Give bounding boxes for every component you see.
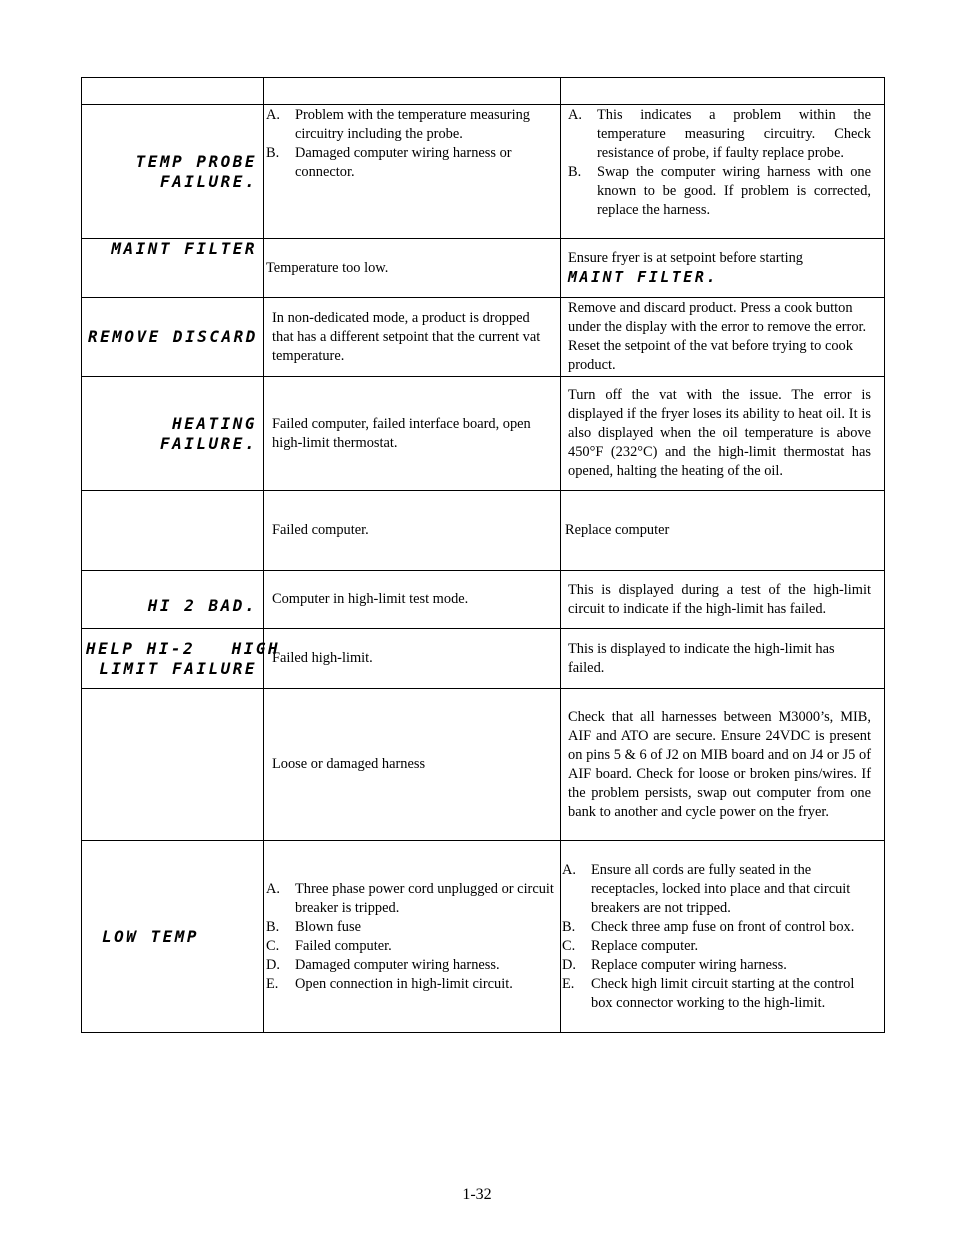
corrective-action-cell [561, 841, 885, 1033]
display-message-line: HI 2 BAD. [147, 595, 257, 615]
list-item: A. Problem with the temperature measuring circuitry including the probe. [266, 107, 530, 142]
list-item: A. Ensure all cords are fully seated in the receptacles, locked into place and that circuit breakers are not tripped. [562, 861, 851, 916]
probable-cause-cell: Failed computer, failed interface board, open high-limit thermostat. [264, 377, 561, 491]
list-item: A. Three phase power cord unplugged or circuit breaker is tripped. [266, 880, 554, 916]
probable-cause-cell: Computer in high-limit test mode. [264, 571, 561, 629]
list-item: C. Replace computer. [562, 937, 699, 954]
corrective-action-cell: Remove and discard product. Press a cook button under the display with the error to remove the error. Reset the setpoint of the vat before trying to cook product. [561, 298, 885, 377]
table-header-row [82, 78, 885, 105]
list-item: E. Open connection in high-limit circuit. [266, 975, 513, 992]
table-row [82, 239, 885, 298]
list-item: B. Check three amp fuse on front of control box. [562, 918, 855, 935]
table-row [82, 298, 885, 377]
display-code: MAINT FILTER. [568, 268, 718, 286]
table-row [82, 841, 885, 1033]
probable-cause-cell: Loose or damaged harness [264, 689, 561, 841]
probable-cause-cell: In non-dedicated mode, a product is dropped that has a different setpoint that the current vat temperature. [264, 298, 561, 377]
display-message-cell [82, 689, 264, 841]
corrective-action-cell: Check that all harnesses between M3000’s, MIB, AIF and ATO are secure. Ensure 24VDC is present on pins 5 & 6 of J2 on MIB board and on J4 or J5 of AIF board. Check for loose or broken pins/wires. If the problem persists, swap out computer from one bank to another and cycle power on the fryer. [561, 689, 885, 841]
list-item: A. This indicates a problem within the temperature measuring circuitry. Check resistance of probe, if faulty replace probe. [568, 107, 871, 161]
display-message-line: MAINT FILTER [111, 239, 257, 258]
header-cell-correction [561, 78, 885, 105]
display-message-line: HEATING [172, 413, 257, 433]
probable-cause-cell: Failed high-limit. [264, 629, 561, 689]
probable-cause-cell [264, 841, 561, 1033]
corrective-action-cell: Turn off the vat with the issue. The error is displayed if the fryer loses its ability to heat oil. It is also displayed when the oil temperature is above 450°F (232°C) and the high-limit thermostat has opened, halting the heating of the oil. [561, 377, 885, 491]
list-item: C. Failed computer. [266, 937, 392, 954]
list-item: B. Damaged computer wiring harness or connector. [266, 145, 512, 180]
cause-list [266, 106, 554, 182]
table-row [82, 571, 885, 629]
display-message-cell [82, 105, 264, 239]
cause-list [266, 880, 554, 994]
display-message-cell [82, 629, 281, 689]
corrective-action-cell: Replace computer [561, 491, 885, 571]
list-item: B. Swap the computer wiring harness with one known to be good. If problem is corrected, replace the harness. [568, 164, 871, 218]
list-item: D. Damaged computer wiring harness. [266, 956, 500, 973]
display-message-line: REMOVE DISCARD [88, 327, 258, 346]
page-number: 1-32 [462, 1186, 492, 1203]
table-row [82, 377, 885, 491]
display-message-line: FAILURE. [159, 433, 257, 453]
display-message-cell [82, 377, 264, 491]
list-item: D. Replace computer wiring harness. [562, 956, 787, 973]
list-item: B. Blown fuse [266, 918, 361, 935]
display-message-cell [82, 491, 264, 571]
display-message-cell [82, 571, 264, 629]
table-row [82, 629, 885, 689]
fix-list [562, 861, 864, 1013]
corrective-action-cell: This is displayed during a test of the high-limit circuit to indicate if the high-limit has failed. [561, 571, 885, 629]
probable-cause-cell [264, 105, 561, 239]
display-message-line: TEMP PROBE [135, 151, 257, 171]
table-row [82, 689, 885, 841]
display-message-line: HELP HI-2 HIGH [86, 638, 281, 658]
table-row [82, 491, 885, 571]
display-message-line: LIMIT FAILURE [99, 658, 257, 678]
corrective-action-cell: Ensure fryer is at setpoint before starting MAINT FILTER. [561, 239, 885, 298]
header-cell-problem [82, 78, 264, 105]
display-message-cell [82, 841, 264, 1033]
display-message-cell [82, 239, 264, 298]
display-message-line: LOW TEMP [102, 926, 200, 946]
display-message-cell [82, 298, 264, 377]
list-item: E. Check high limit circuit starting at the control box connector working to the high-limit. [562, 975, 855, 1011]
header-cell-cause [264, 78, 561, 105]
probable-cause-cell: Temperature too low. [264, 239, 561, 298]
troubleshooting-table [81, 77, 885, 1033]
table-row [82, 105, 885, 239]
probable-cause-cell: Failed computer. [264, 491, 561, 571]
corrective-action-cell [561, 105, 885, 239]
corrective-action-cell: This is displayed to indicate the high-limit has failed. [561, 629, 885, 689]
display-message-line: FAILURE. [159, 171, 257, 191]
fix-list [568, 106, 871, 220]
